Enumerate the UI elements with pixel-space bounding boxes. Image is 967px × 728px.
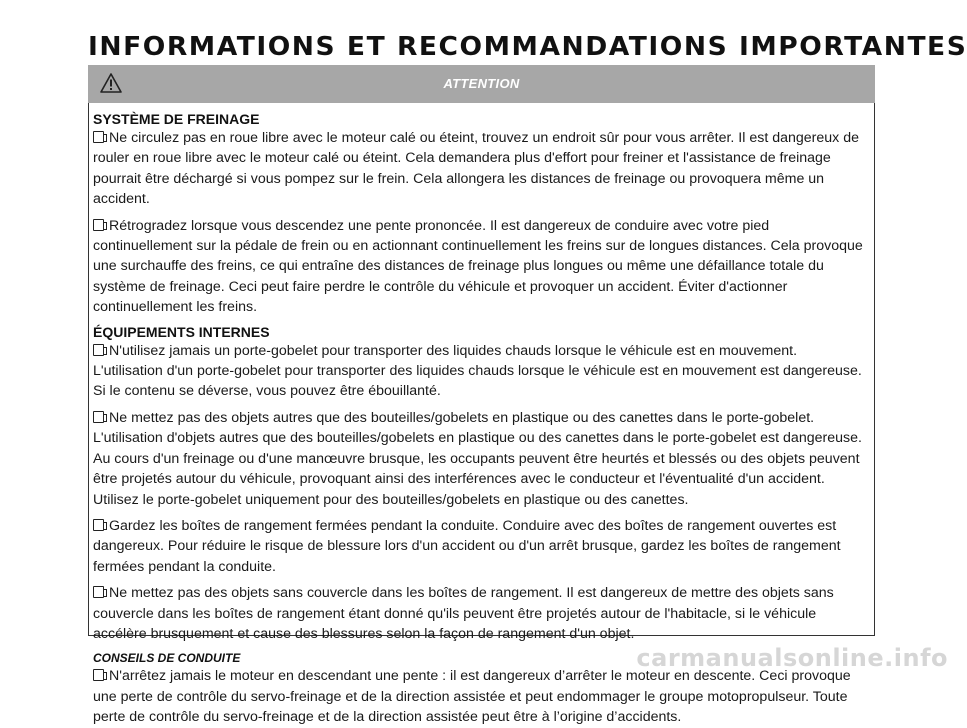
paragraph-text: Rétrogradez lorsque vous descendez une pente prononcée. Il est dangereux de conduire avec votre pied continuellement sur la pédale de frein ou en actionnant continuellement les freins sur de longues distances. Cela provoque une surchauffe des freins, ce qui entraîne des distances de freinage plus longues ou même une défaillance totale du système de freinage. Ceci peut faire perdre le contrôle du véhicule et provoquer un accident. Éviter d'actionner continuellement les freins. (93, 217, 863, 316)
attention-label: ATTENTION (443, 76, 520, 91)
paragraph-text: N'utilisez jamais un porte-gobelet pour transporter des liquides chauds lorsque le véhicule est en mouvement. L'utilisation d'un porte-gobelet pour transporter des liquides chauds lorsque le véhicule est en mouvement est dangereuse. Si le contenu se déverse, vous pouvez être ébouillanté. (93, 342, 862, 400)
page-title: INFORMATIONS ET RECOMMANDATIONS IMPORTANTES (88, 32, 967, 62)
checkbox-bullet-icon (93, 411, 104, 423)
paragraph-text: Ne circulez pas en roue libre avec le moteur calé ou éteint, trouvez un endroit sûr pour vous arrêter. Il est dangereux de rouler en roue libre avec le moteur calé ou éteint. Cela demandera plus d'effort pour freiner et l'assistance de freinage pourrait être déchargé si vous pompez sur le frein. Cela allongera les distances de freinage ou provoquera même un accident. (93, 130, 859, 208)
paragraph (93, 216, 870, 318)
checkbox-bullet-icon (93, 219, 104, 231)
paragraph (93, 128, 870, 210)
section-heading-equipements: ÉQUIPEMENTS INTERNES (93, 323, 270, 340)
section-heading-conseils: CONSEILS DE CONDUITE (93, 651, 241, 666)
section-heading-freinage: SYSTÈME DE FREINAGE (93, 111, 260, 127)
paragraph (93, 408, 870, 510)
paragraph (93, 516, 870, 577)
watermark: carmanualsonline.info (636, 644, 948, 672)
paragraph (93, 666, 870, 727)
checkbox-bullet-icon (93, 669, 104, 681)
paragraph (93, 341, 870, 402)
paragraph-text: N'arrêtez jamais le moteur en descendant une pente : il est dangereux d’arrêter le moteur en descente. Ceci provoque une perte de contrôle du servo-freinage et de la direction assistée et peut endommager le groupe motopropulseur. Toute perte de contrôle du servo-freinage et de la direction assistée peut être à l’origine d’accidents. (93, 668, 851, 726)
checkbox-bullet-icon (93, 586, 104, 598)
checkbox-bullet-icon (93, 131, 104, 143)
paragraph (93, 583, 870, 644)
paragraph-text: Ne mettez pas des objets autres que des bouteilles/gobelets en plastique ou des canettes dans le porte-gobelet. L'utilisation d'objets autres que des bouteilles/gobelets en plastique ou des canettes dans le porte-gobelet est dangereuse. Au cours d'un freinage ou d'une manœuvre brusque, les occupants peuvent être heurtés et blessés ou des objets peuvent être projetés autour du véhicule, provoquant ainsi des interférences avec le conducteur et l'éventualité d'un accident. Utilisez le porte-gobelet uniquement pour des bouteilles/gobelets en plastique ou des canettes. (93, 409, 862, 508)
checkbox-bullet-icon (93, 519, 104, 531)
paragraph-text: Ne mettez pas des objets sans couvercle dans les boîtes de rangement. Il est dangereux de mettre des objets sans couvercle dans les boîtes de rangement étant donné qu'ils peuvent être projetés autour de l'habitacle, si le véhicule accélère brusquement et cause des blessures selon la façon de rangement d'un objet. (93, 585, 834, 642)
attention-banner (88, 65, 875, 103)
paragraph-text: Gardez les boîtes de rangement fermées pendant la conduite. Conduire avec des boîtes de rangement ouvertes est dangereux. Pour réduire le risque de blessure lors d'un accident ou d'un arrêt brusque, gardez les boîtes de rangement fermées pendant la conduite. (93, 517, 841, 575)
checkbox-bullet-icon (93, 344, 104, 356)
